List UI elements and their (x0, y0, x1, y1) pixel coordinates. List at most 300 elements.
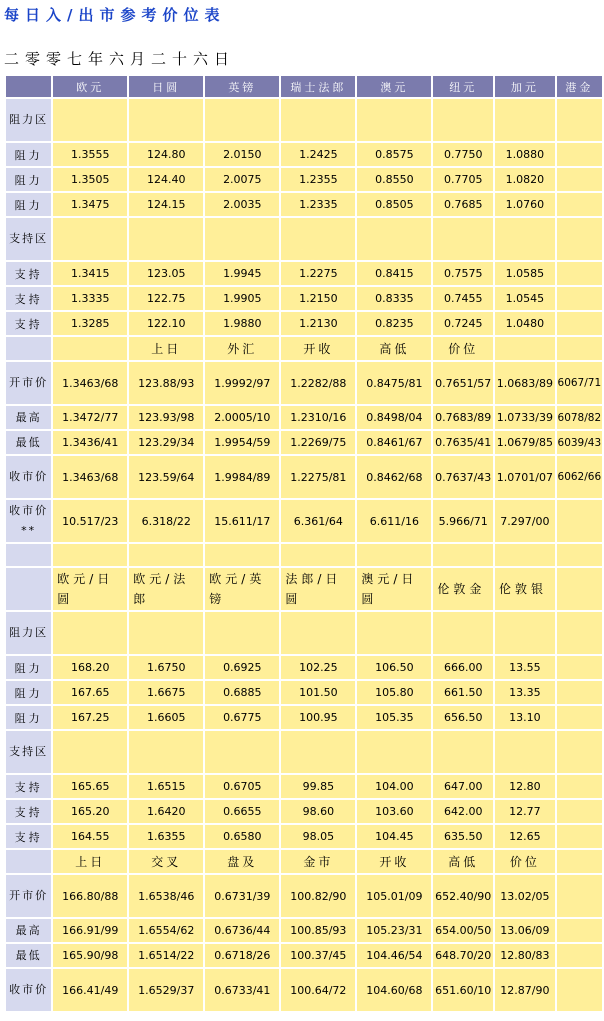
value-cell (557, 262, 602, 285)
empty-cell (129, 731, 203, 773)
value-cell: 123.93/98 (129, 406, 203, 429)
row-label: 支持 (6, 775, 51, 798)
column-header: 伦敦金 (433, 568, 493, 610)
column-header: 伦敦银 (495, 568, 555, 610)
table-row (6, 362, 602, 404)
empty-cell (129, 612, 203, 654)
column-header: 欧元 (53, 76, 127, 97)
table-row (6, 681, 602, 704)
value-cell: 2.0075 (205, 168, 279, 191)
value-cell: 1.6538/46 (129, 875, 203, 917)
value-cell: 165.65 (53, 775, 127, 798)
row-label: 支持 (6, 262, 51, 285)
spacer-cell (433, 544, 493, 566)
value-cell: 0.8498/04 (357, 406, 431, 429)
corner-cell (6, 850, 51, 873)
value-cell: 0.6885 (205, 681, 279, 704)
value-cell: 1.3472/77 (53, 406, 127, 429)
value-cell: 104.45 (357, 825, 431, 848)
value-cell (557, 312, 602, 335)
value-cell: 124.40 (129, 168, 203, 191)
zone-label: 支持区 (6, 218, 51, 260)
empty-cell (557, 612, 602, 654)
value-cell: 2.0005/10 (205, 406, 279, 429)
page-title: 每日入/出市参考价位表 (4, 6, 226, 24)
row-label: 开市价 (6, 362, 51, 404)
value-cell: 12.80 (495, 775, 555, 798)
value-cell: 1.9954/59 (205, 431, 279, 454)
value-cell: 1.2282/88 (281, 362, 355, 404)
value-cell: 1.3475 (53, 193, 127, 216)
empty-cell (129, 218, 203, 260)
subheader-cell: 上日 (129, 337, 203, 360)
reference-price-table (4, 74, 604, 1013)
value-cell (557, 500, 602, 542)
row-label: 阻力 (6, 168, 51, 191)
value-cell (557, 706, 602, 729)
value-cell: 12.77 (495, 800, 555, 823)
row-label: 阻力 (6, 656, 51, 679)
table-row (6, 656, 602, 679)
value-cell: 105.01/09 (357, 875, 431, 917)
value-cell: 0.8462/68 (357, 456, 431, 498)
empty-cell (53, 612, 127, 654)
empty-cell (557, 218, 602, 260)
value-cell: 123.59/64 (129, 456, 203, 498)
empty-cell (205, 731, 279, 773)
value-cell: 1.0683/89 (495, 362, 555, 404)
column-header (557, 568, 602, 610)
value-cell: 104.46/54 (357, 944, 431, 967)
value-cell: 123.05 (129, 262, 203, 285)
value-cell: 648.70/20 (433, 944, 493, 967)
value-cell: 1.6420 (129, 800, 203, 823)
value-cell: 1.2310/16 (281, 406, 355, 429)
empty-cell (433, 731, 493, 773)
empty-cell (433, 99, 493, 141)
value-cell: 0.6580 (205, 825, 279, 848)
value-cell: 6067/71 (557, 362, 602, 404)
value-cell: 122.10 (129, 312, 203, 335)
value-cell: 1.6515 (129, 775, 203, 798)
value-cell: 1.0679/85 (495, 431, 555, 454)
empty-cell (205, 218, 279, 260)
value-cell: 0.7705 (433, 168, 493, 191)
value-cell: 1.9905 (205, 287, 279, 310)
value-cell: 0.6705 (205, 775, 279, 798)
empty-cell (281, 99, 355, 141)
table-row (6, 168, 602, 191)
subheader-row (6, 337, 602, 360)
value-cell (557, 287, 602, 310)
column-header: 欧元/法郎 (129, 568, 203, 610)
value-cell: 0.7683/89 (433, 406, 493, 429)
value-cell: 0.7651/57 (433, 362, 493, 404)
subheader-cell (53, 337, 127, 360)
value-cell: 105.35 (357, 706, 431, 729)
value-cell: 1.2150 (281, 287, 355, 310)
value-cell: 0.8461/67 (357, 431, 431, 454)
corner-cell (6, 76, 51, 97)
subheader-cell: 盘及 (205, 850, 279, 873)
subheader-cell: 价位 (495, 850, 555, 873)
value-cell: 166.80/88 (53, 875, 127, 917)
value-cell: 0.8505 (357, 193, 431, 216)
empty-cell (281, 218, 355, 260)
value-cell: 0.7635/41 (433, 431, 493, 454)
column-header: 英镑 (205, 76, 279, 97)
column-header: 日圆 (129, 76, 203, 97)
row-label: 收市价** (6, 500, 51, 542)
spacer-cell (53, 544, 127, 566)
empty-cell (129, 99, 203, 141)
value-cell: 652.40/90 (433, 875, 493, 917)
column-header: 瑞士法郎 (281, 76, 355, 97)
table-row (6, 969, 602, 1011)
spacer-cell (357, 544, 431, 566)
value-cell: 7.297/00 (495, 500, 555, 542)
value-cell: 13.10 (495, 706, 555, 729)
spacer-cell (281, 544, 355, 566)
value-cell (557, 775, 602, 798)
table-row (6, 706, 602, 729)
empty-cell (557, 731, 602, 773)
empty-cell (357, 612, 431, 654)
value-cell: 1.9984/89 (205, 456, 279, 498)
subheader-cell: 上日 (53, 850, 127, 873)
value-cell: 166.91/99 (53, 919, 127, 942)
value-cell: 1.2425 (281, 143, 355, 166)
row-label: 最低 (6, 431, 51, 454)
value-cell: 167.65 (53, 681, 127, 704)
empty-cell (53, 218, 127, 260)
column-header: 澳元/日圆 (357, 568, 431, 610)
value-cell (557, 919, 602, 942)
subheader-cell: 交叉 (129, 850, 203, 873)
table-row (6, 775, 602, 798)
value-cell: 1.0820 (495, 168, 555, 191)
value-cell: 1.6605 (129, 706, 203, 729)
value-cell: 1.2275 (281, 262, 355, 285)
value-cell: 0.8235 (357, 312, 431, 335)
header-row (6, 568, 602, 610)
value-cell (557, 681, 602, 704)
table-row (6, 944, 602, 967)
header-row (6, 76, 602, 97)
value-cell: 102.25 (281, 656, 355, 679)
zone-label: 支持区 (6, 731, 51, 773)
value-cell: 0.6655 (205, 800, 279, 823)
empty-cell (357, 218, 431, 260)
table-row (6, 500, 602, 542)
table-row (6, 875, 602, 917)
table-row (6, 919, 602, 942)
value-cell (557, 800, 602, 823)
value-cell: 654.00/50 (433, 919, 493, 942)
value-cell (557, 969, 602, 1011)
value-cell: 164.55 (53, 825, 127, 848)
row-label: 收市价 (6, 969, 51, 1011)
value-cell (557, 193, 602, 216)
value-cell: 1.6675 (129, 681, 203, 704)
value-cell: 642.00 (433, 800, 493, 823)
zone-label: 阻力区 (6, 99, 51, 141)
value-cell: 1.2269/75 (281, 431, 355, 454)
subheader-cell: 外汇 (205, 337, 279, 360)
value-cell: 6078/82 (557, 406, 602, 429)
value-cell: 1.9992/97 (205, 362, 279, 404)
corner-cell (6, 337, 51, 360)
value-cell: 0.8475/81 (357, 362, 431, 404)
value-cell: 100.95 (281, 706, 355, 729)
empty-cell (495, 612, 555, 654)
subheader-cell: 高低 (357, 337, 431, 360)
empty-cell (53, 99, 127, 141)
value-cell: 1.0545 (495, 287, 555, 310)
table-row (6, 262, 602, 285)
value-cell: 6039/43 (557, 431, 602, 454)
value-cell: 0.8550 (357, 168, 431, 191)
value-cell: 6.361/64 (281, 500, 355, 542)
subheader-cell: 高低 (433, 850, 493, 873)
value-cell: 0.7575 (433, 262, 493, 285)
value-cell: 101.50 (281, 681, 355, 704)
value-cell: 167.25 (53, 706, 127, 729)
value-cell (557, 143, 602, 166)
value-cell (557, 944, 602, 967)
subheader-cell: 价位 (433, 337, 493, 360)
value-cell: 1.6750 (129, 656, 203, 679)
value-cell: 166.41/49 (53, 969, 127, 1011)
column-header: 欧元/日圆 (53, 568, 127, 610)
row-label: 阻力 (6, 193, 51, 216)
value-cell: 103.60 (357, 800, 431, 823)
table-row (6, 143, 602, 166)
row-label: 阻力 (6, 681, 51, 704)
value-cell: 100.37/45 (281, 944, 355, 967)
value-cell: 99.85 (281, 775, 355, 798)
row-label: 支持 (6, 287, 51, 310)
empty-cell (495, 731, 555, 773)
row-label: 支持 (6, 800, 51, 823)
empty-cell (357, 99, 431, 141)
value-cell: 1.0480 (495, 312, 555, 335)
value-cell: 1.2355 (281, 168, 355, 191)
value-cell: 10.517/23 (53, 500, 127, 542)
value-cell: 1.3555 (53, 143, 127, 166)
value-cell: 0.6775 (205, 706, 279, 729)
table-row (6, 287, 602, 310)
column-header: 澳元 (357, 76, 431, 97)
column-header: 纽元 (433, 76, 493, 97)
value-cell: 124.80 (129, 143, 203, 166)
value-cell: 0.7750 (433, 143, 493, 166)
empty-cell (281, 612, 355, 654)
value-cell: 100.82/90 (281, 875, 355, 917)
value-cell: 1.3505 (53, 168, 127, 191)
report-date: 二零零七年六月二十六日 (4, 50, 236, 68)
table-row (6, 406, 602, 429)
empty-cell (433, 218, 493, 260)
value-cell: 13.02/05 (495, 875, 555, 917)
value-cell: 1.9880 (205, 312, 279, 335)
value-cell: 0.6925 (205, 656, 279, 679)
row-label: 开市价 (6, 875, 51, 917)
value-cell: 6062/66 (557, 456, 602, 498)
value-cell: 1.0733/39 (495, 406, 555, 429)
value-cell: 5.966/71 (433, 500, 493, 542)
value-cell: 661.50 (433, 681, 493, 704)
table-body (6, 76, 602, 1011)
value-cell: 0.8575 (357, 143, 431, 166)
empty-cell (205, 612, 279, 654)
value-cell: 0.7245 (433, 312, 493, 335)
row-label: 支持 (6, 312, 51, 335)
value-cell: 123.88/93 (129, 362, 203, 404)
value-cell: 1.0701/07 (495, 456, 555, 498)
subheader-cell: 开收 (281, 337, 355, 360)
empty-cell (357, 731, 431, 773)
row-label: 收市价 (6, 456, 51, 498)
value-cell: 2.0150 (205, 143, 279, 166)
value-cell: 1.0880 (495, 143, 555, 166)
value-cell: 123.29/34 (129, 431, 203, 454)
value-cell: 104.60/68 (357, 969, 431, 1011)
value-cell: 1.6554/62 (129, 919, 203, 942)
value-cell: 0.7455 (433, 287, 493, 310)
value-cell: 2.0035 (205, 193, 279, 216)
empty-cell (433, 612, 493, 654)
spacer-cell (557, 544, 602, 566)
value-cell: 100.64/72 (281, 969, 355, 1011)
row-label: 最低 (6, 944, 51, 967)
value-cell: 0.8415 (357, 262, 431, 285)
value-cell: 0.7637/43 (433, 456, 493, 498)
value-cell: 98.60 (281, 800, 355, 823)
value-cell: 12.80/83 (495, 944, 555, 967)
value-cell: 1.6355 (129, 825, 203, 848)
value-cell: 13.06/09 (495, 919, 555, 942)
spacer-cell (6, 544, 51, 566)
empty-cell (205, 99, 279, 141)
spacer-row (6, 544, 602, 566)
value-cell: 168.20 (53, 656, 127, 679)
value-cell: 1.3415 (53, 262, 127, 285)
table-row (6, 800, 602, 823)
zone-row (6, 612, 602, 654)
value-cell: 1.6514/22 (129, 944, 203, 967)
value-cell: 122.75 (129, 287, 203, 310)
value-cell: 105.80 (357, 681, 431, 704)
table-row (6, 312, 602, 335)
value-cell: 100.85/93 (281, 919, 355, 942)
table-row (6, 431, 602, 454)
value-cell: 13.35 (495, 681, 555, 704)
row-label: 支持 (6, 825, 51, 848)
value-cell: 647.00 (433, 775, 493, 798)
value-cell: 0.7685 (433, 193, 493, 216)
value-cell: 1.6529/37 (129, 969, 203, 1011)
value-cell: 1.3463/68 (53, 456, 127, 498)
subheader-cell (557, 850, 602, 873)
row-label: 最高 (6, 406, 51, 429)
value-cell: 0.6718/26 (205, 944, 279, 967)
empty-cell (495, 99, 555, 141)
value-cell: 1.3335 (53, 287, 127, 310)
spacer-cell (129, 544, 203, 566)
column-header: 港金 (557, 76, 602, 97)
value-cell: 1.0760 (495, 193, 555, 216)
value-cell: 124.15 (129, 193, 203, 216)
zone-label: 阻力区 (6, 612, 51, 654)
value-cell: 1.3463/68 (53, 362, 127, 404)
value-cell: 165.20 (53, 800, 127, 823)
table-row (6, 456, 602, 498)
column-header: 欧元/英镑 (205, 568, 279, 610)
subheader-cell: 金市 (281, 850, 355, 873)
value-cell (557, 656, 602, 679)
value-cell (557, 825, 602, 848)
value-cell: 651.60/10 (433, 969, 493, 1011)
row-label: 阻力 (6, 706, 51, 729)
row-label: 阻力 (6, 143, 51, 166)
value-cell: 15.611/17 (205, 500, 279, 542)
value-cell: 12.87/90 (495, 969, 555, 1011)
value-cell: 1.3285 (53, 312, 127, 335)
value-cell: 1.2335 (281, 193, 355, 216)
value-cell: 165.90/98 (53, 944, 127, 967)
zone-row (6, 218, 602, 260)
value-cell: 6.318/22 (129, 500, 203, 542)
value-cell: 12.65 (495, 825, 555, 848)
subheader-cell: 开收 (357, 850, 431, 873)
subheader-cell (557, 337, 602, 360)
table-row (6, 825, 602, 848)
zone-row (6, 99, 602, 141)
row-label: 最高 (6, 919, 51, 942)
spacer-cell (205, 544, 279, 566)
value-cell: 0.6731/39 (205, 875, 279, 917)
value-cell: 666.00 (433, 656, 493, 679)
value-cell: 6.611/16 (357, 500, 431, 542)
value-cell (557, 875, 602, 917)
value-cell: 1.9945 (205, 262, 279, 285)
value-cell: 656.50 (433, 706, 493, 729)
value-cell (557, 168, 602, 191)
value-cell: 106.50 (357, 656, 431, 679)
column-header: 法郎/日圆 (281, 568, 355, 610)
value-cell: 13.55 (495, 656, 555, 679)
value-cell: 1.2130 (281, 312, 355, 335)
value-cell: 98.05 (281, 825, 355, 848)
column-header: 加元 (495, 76, 555, 97)
value-cell: 105.23/31 (357, 919, 431, 942)
subheader-cell (495, 337, 555, 360)
empty-cell (495, 218, 555, 260)
value-cell: 0.8335 (357, 287, 431, 310)
value-cell: 1.3436/41 (53, 431, 127, 454)
value-cell: 104.00 (357, 775, 431, 798)
value-cell: 0.6736/44 (205, 919, 279, 942)
value-cell: 1.2275/81 (281, 456, 355, 498)
table-row (6, 193, 602, 216)
empty-cell (557, 99, 602, 141)
subheader-row (6, 850, 602, 873)
value-cell: 0.6733/41 (205, 969, 279, 1011)
corner-cell (6, 568, 51, 610)
spacer-cell (495, 544, 555, 566)
zone-row (6, 731, 602, 773)
